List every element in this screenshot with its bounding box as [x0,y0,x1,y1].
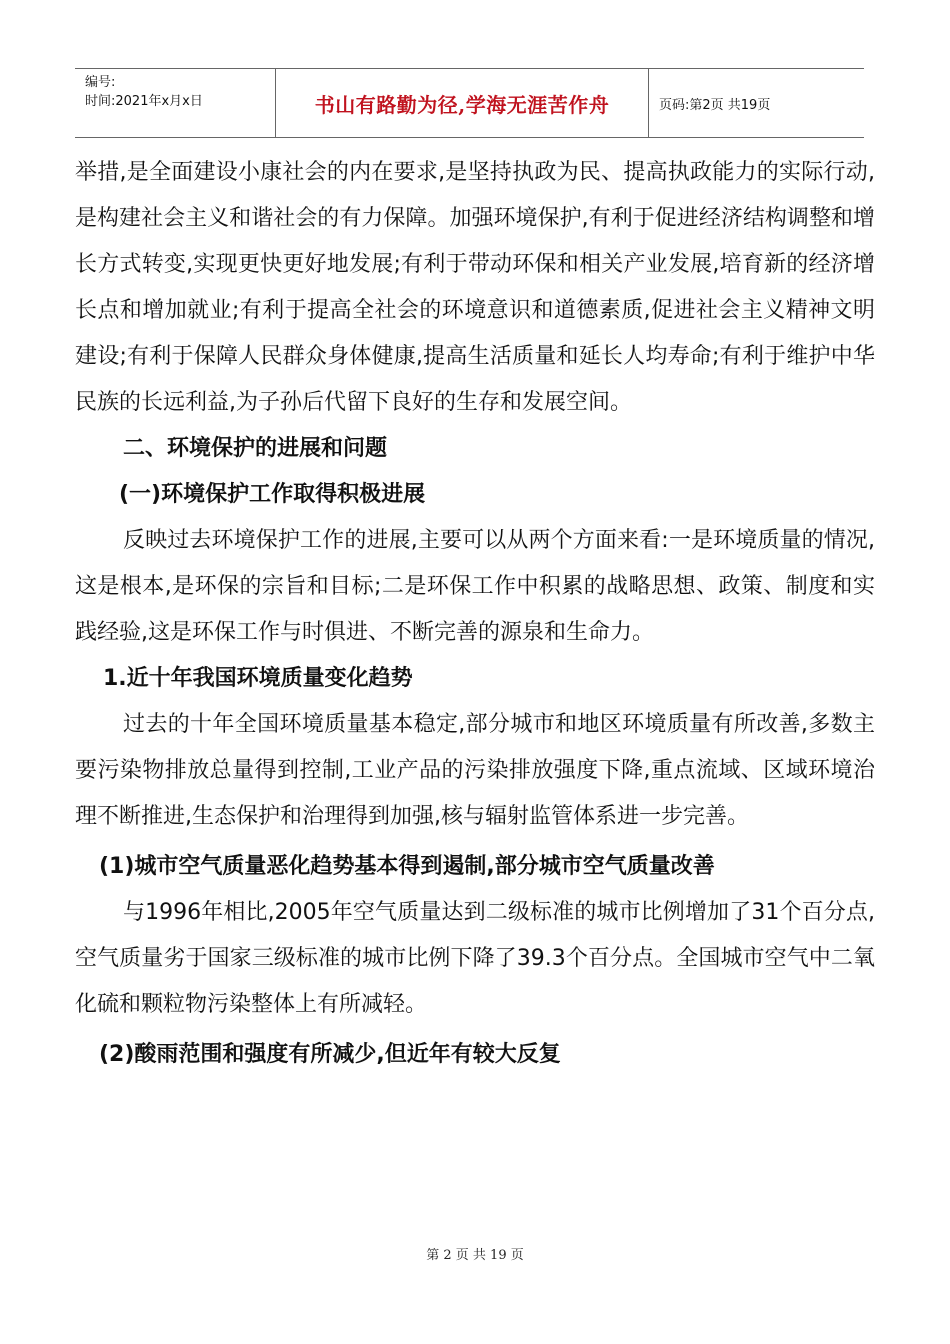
item-heading-1-1: (1)城市空气质量恶化趋势基本得到遏制,部分城市空气质量改善 [99,854,715,879]
item-heading-1: 1.近十年我国环境质量变化趋势 [103,666,413,691]
header-page-info: 页码:第2页 共19页 [659,97,771,113]
header-motto: 书山有路勤为径,学海无涯苦作舟 [275,69,649,137]
header-meta [75,69,275,137]
section-heading: 二、环境保护的进展和问题 [123,436,388,461]
document-body [75,150,875,1078]
paragraph-3: 过去的十年全国环境质量基本稳定,部分城市和地区环境质量有所改善,多数主要污染物排放总量得到控制,工业产品的污染排放强度下降,重点流域、区域环境治理不断推进,生态保护和治理得到加强,核与辐射监管体系进一步完善。 [75,712,875,829]
subsection-heading: (一)环境保护工作取得积极进展 [119,482,426,507]
item-heading-1-2: (2)酸雨范围和强度有所减少,但近年有较大反复 [99,1042,561,1067]
paragraph-2: 反映过去环境保护工作的进展,主要可以从两个方面来看:一是环境质量的情况,这是根本,是环保的宗旨和目标;二是环保工作中积累的战略思想、政策、制度和实践经验,这是环保工作与时俱进、不断完善的源泉和生命力。 [75,528,875,645]
page-header [75,68,864,138]
number-label: 编号: [85,75,116,90]
time-label: 时间:2021年x月x日 [85,94,203,109]
paragraph-1: 举措,是全面建设小康社会的内在要求,是坚持执政为民、提高执政能力的实际行动,是构建社会主义和谐社会的有力保障。加强环境保护,有利于促进经济结构调整和增长方式转变,实现更快更好地发展;有利于带动环保和相关产业发展,培育新的经济增长点和增加就业;有利于提高全社会的环境意识和道德素质,促进社会主义精神文明建设;有利于保障人民群众身体健康,提高生活质量和延长人均寿命;有利于维护中华民族的长远利益,为子孙后代留下良好的生存和发展空间。 [75,160,875,415]
paragraph-4: 与1996年相比,2005年空气质量达到二级标准的城市比例增加了31个百分点,空气质量劣于国家三级标准的城市比例下降了39.3个百分点。全国城市空气中二氧化硫和颗粒物污染整体上有所减轻。 [75,900,875,1017]
page-footer: 第 2 页 共 19 页 [426,1248,524,1263]
